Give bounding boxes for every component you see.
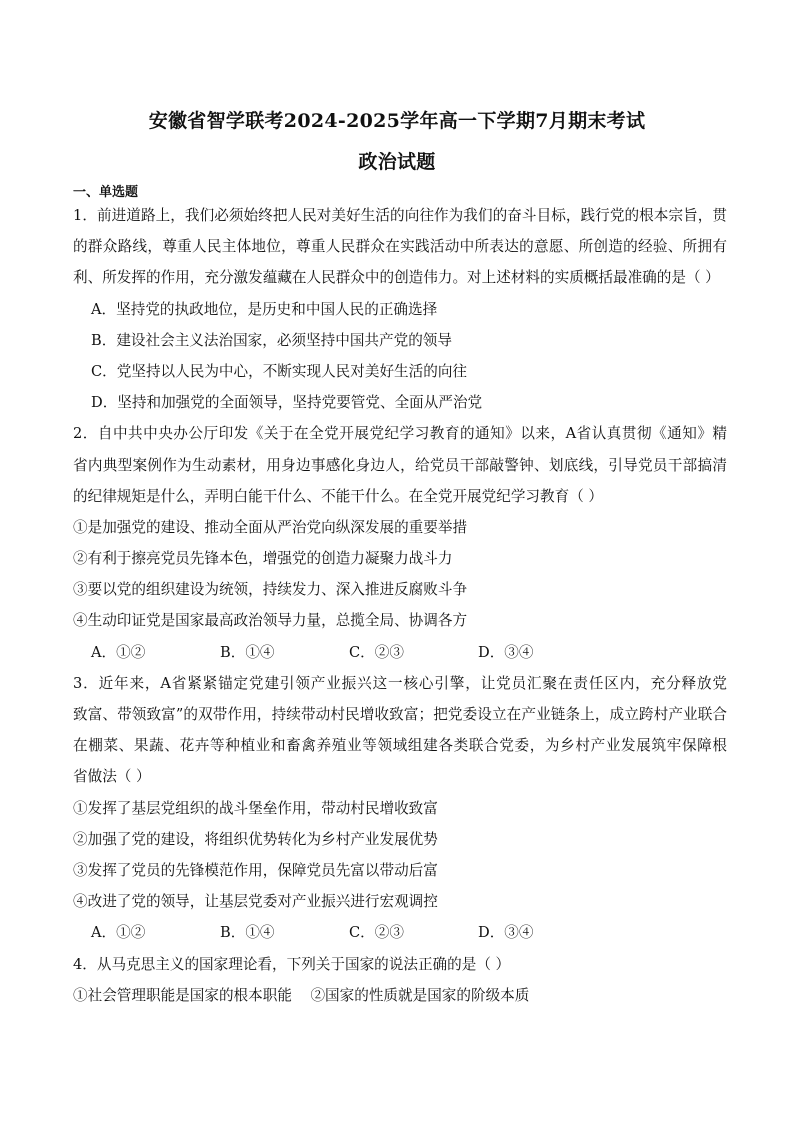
- statement-item: ④生动印证党是国家最高政治领导力量，总揽全局、协调各方: [73, 612, 468, 630]
- choice-a: A．①②: [91, 643, 146, 661]
- question-stem-line: 致富、带领致富”的双带作用，持续带动村民增收致富；把党委设立在产业链条上，成立跨村产业联合: [73, 706, 727, 723]
- option-d: D．坚持和加强党的全面领导，坚持党要管党、全面从严治党: [91, 394, 483, 412]
- statement-item: ④改进了党的领导，让基层党委对产业振兴进行宏观调控: [73, 893, 438, 911]
- question-stem-line: 省做法（ ）: [73, 768, 151, 786]
- option-c: C．党坚持以人民为中心，不断实现人民对美好生活的向往: [91, 362, 468, 380]
- statement-item: ①社会管理职能是国家的根本职能 ②国家的性质就是国家的阶级本质: [73, 986, 530, 1004]
- statement-item: ③要以党的组织建设为统领，持续发力、深入推进反腐败斗争: [73, 581, 468, 599]
- choice-d: D．③④: [478, 924, 534, 942]
- question-stem-line: 1．前进道路上，我们必须始终把人民对美好生活的向往作为我们的奋斗目标，践行党的根本宗旨，贯: [73, 207, 727, 224]
- choice-c: C．②③: [349, 924, 404, 942]
- exam-subtitle: 政治试题: [358, 151, 436, 173]
- question-stem-line: 利、所发挥的作用，充分激发蕴藏在人民群众中的创造伟力。对上述材料的实质概括最准确的是（ ）: [73, 269, 720, 287]
- question-stem-line: 的纪律规矩是什么，弄明白能干什么、不能干什么。在全党开展党纪学习教育（ ）: [73, 487, 604, 505]
- question-stem-line: 在棚菜、果蔬、花卉等种植业和畜禽养殖业等领域组建各类联合党委，为乡村产业发展筑牢保障根: [73, 737, 727, 755]
- question-stem-line: 4．从马克思主义的国家理论看，下列关于国家的说法正确的是（ ）: [73, 955, 511, 973]
- question-stem-line: 2．自中共中央办公厅印发《关于在全党开展党纪学习教育的通知》以来，A省认真贯彻《通知》精: [73, 425, 727, 443]
- question-2: [73, 418, 727, 668]
- statement-item: ②加强了党的建设，将组织优势转化为乡村产业发展优势: [73, 830, 438, 848]
- question-list: [73, 200, 727, 1011]
- statement-item: ①发挥了基层党组织的战斗堡垒作用，带动村民增收致富: [73, 799, 438, 817]
- answer-choices: [73, 637, 727, 668]
- choice-b: B．①④: [220, 643, 275, 661]
- question-1: [73, 200, 727, 418]
- statement-item: ③发挥了党员的先锋模范作用，保障党员先富以带动后富: [73, 861, 438, 879]
- answer-choices: [73, 917, 727, 948]
- choice-a: A．①②: [91, 924, 146, 942]
- section-heading: 一、单选题: [73, 185, 139, 200]
- choice-b: B．①④: [220, 924, 275, 942]
- statement-item: ①是加强党的建设、推动全面从严治党向纵深发展的重要举措: [73, 518, 468, 536]
- question-stem-line: 省内典型案例作为生动素材，用身边事感化身边人，给党员干部敲警钟、划底线，引导党员干部搞清: [73, 456, 727, 474]
- question-4: [73, 949, 727, 1011]
- option-a: A．坚持党的执政地位，是历史和中国人民的正确选择: [91, 300, 438, 318]
- exam-title: 安徽省智学联考2024-2025学年高一下学期7月期末考试: [148, 110, 646, 132]
- question-stem-line: 3．近年来，A省紧紧锚定党建引领产业振兴这一核心引擎，让党员汇聚在责任区内，充分释放党: [73, 674, 727, 692]
- choice-d: D．③④: [478, 643, 534, 661]
- option-b: B．建设社会主义法治国家，必须坚持中国共产党的领导: [91, 331, 452, 349]
- statement-item: ②有利于擦亮党员先锋本色，增强党的创造力凝聚力战斗力: [73, 550, 453, 568]
- question-stem-line: 的群众路线，尊重人民主体地位，尊重人民群众在实践活动中所表达的意愿、所创造的经验、所拥有: [73, 238, 727, 256]
- question-3: [73, 668, 727, 949]
- choice-c: C．②③: [349, 643, 404, 661]
